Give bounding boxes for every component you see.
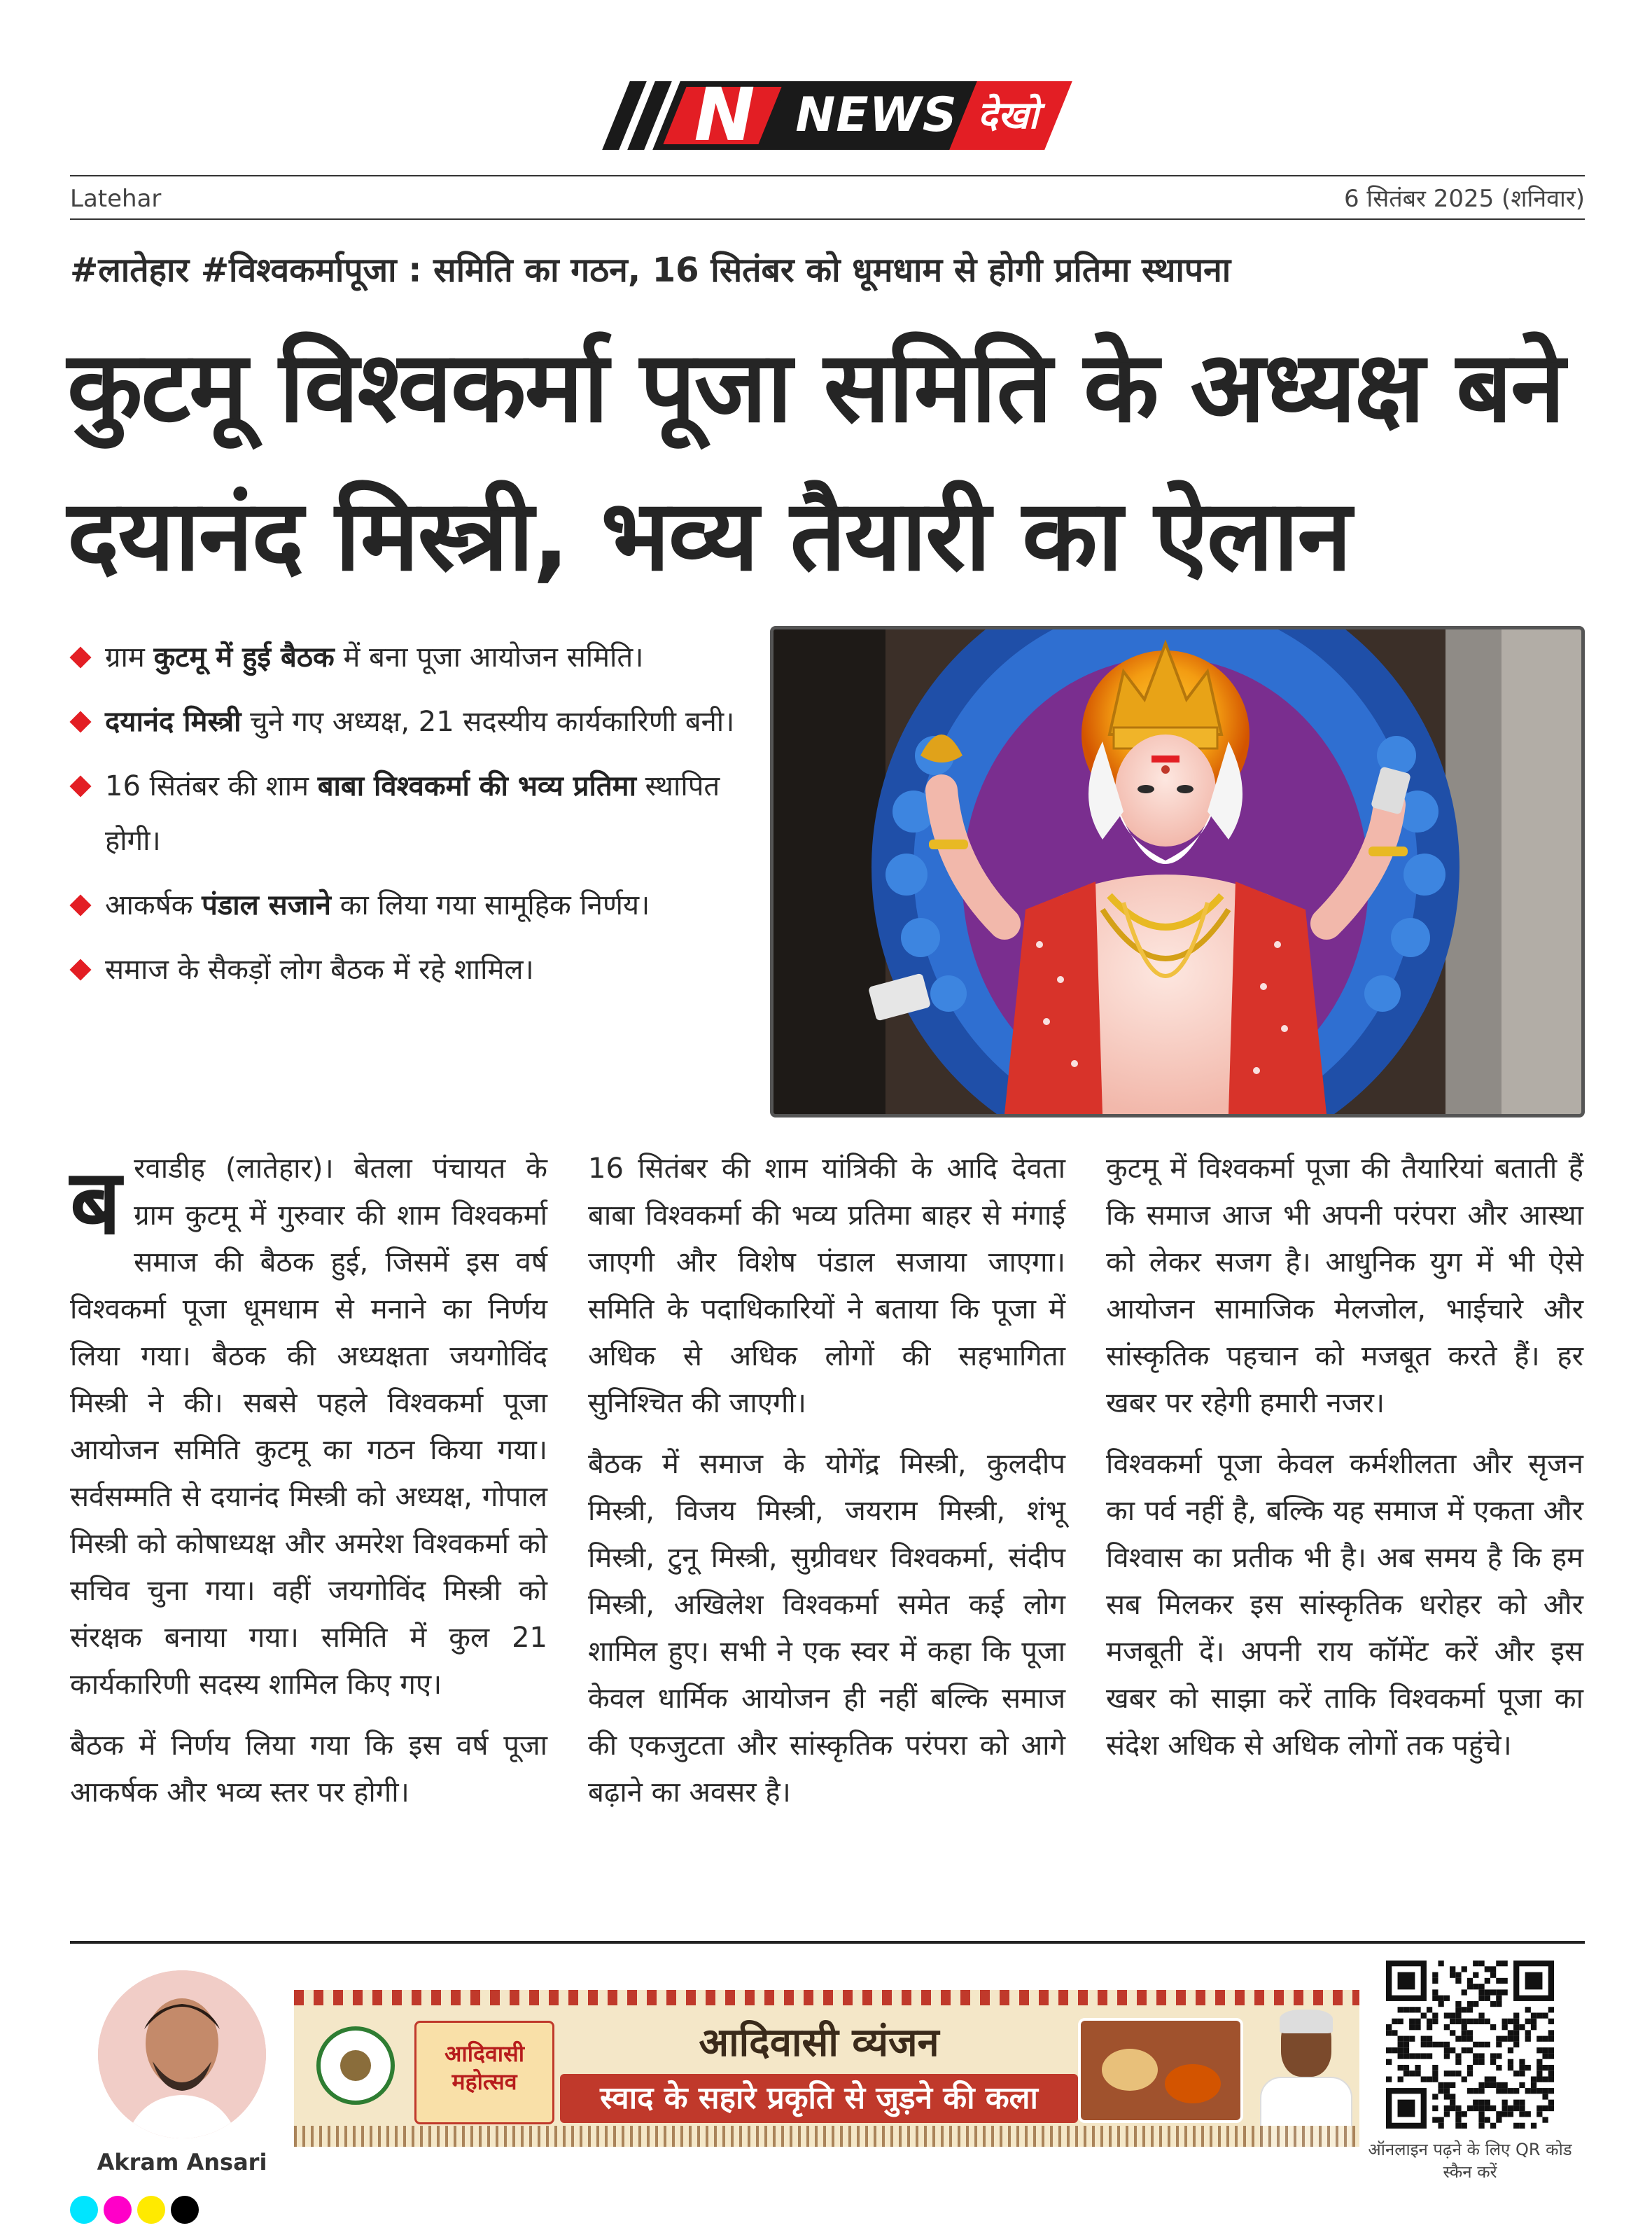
cmyk-dot-cyan-icon — [70, 2196, 98, 2224]
headline-line-2: दयानंद मिस्त्री, भव्य तैयारी का ऐलान — [67, 479, 1351, 593]
hero-image-vishwakarma-idol[interactable] — [770, 626, 1585, 1118]
dateline-location: Latehar — [70, 185, 162, 213]
article-paragraph: विश्वकर्मा पूजा केवल कर्मशीलता और सृजन का पर्व नहीं है, बल्कि यह समाज में एकता और विश्वास का प्रतीक भी है। अब समय है कि हम सब मिलकर इस सांस्कृतिक धरोहर को और मजबूती दें। अपनी राय कॉमेंट करें और इस खबर को साझा करें ताकि विश्वकर्मा पूजा का संदेश अधिक से अधिक लोगों तक पहुंचे। — [1106, 1448, 1583, 1762]
masthead-logo[interactable] — [602, 72, 1050, 158]
cmyk-dot-yellow-icon — [137, 2196, 165, 2224]
red-diamond-bullet-icon — [69, 775, 91, 797]
banner-border-bottom — [294, 2126, 1359, 2147]
highlight-item: दयानंद मिस्त्री चुने गए अध्यक्ष, 21 सदस्यीय कार्यकारिणी बनी। — [70, 695, 763, 749]
idol-illustration — [774, 629, 1581, 1114]
article-paragraph: बैठक में निर्णय लिया गया कि इस वर्ष पूजा आकर्षक और भव्य स्तर पर होगी। — [70, 1729, 547, 1809]
cmyk-dot-black-icon — [171, 2196, 199, 2224]
article-paragraph: 16 सितंबर की शाम यांत्रिकी के आदि देवता बाबा विश्वकर्मा की भव्य प्रतिमा बाहर से मंगाई जाएगी और विशेष पंडाल सजाया जाएगा। समिति के पदाधिकारियों ने बताया कि पूजा में अधिक से अधिक लोगों की सहभागिता सुनिश्चित की जाएगी। — [588, 1153, 1065, 1419]
highlights-list — [70, 630, 763, 1007]
main-headline — [67, 314, 1593, 611]
cmyk-dot-magenta-icon — [104, 2196, 132, 2224]
author-avatar[interactable] — [98, 1970, 266, 2138]
dateline-date: 6 सितंबर 2025 (शनिवार) — [1343, 185, 1585, 213]
logo-dekho-word: देखो — [977, 93, 1039, 137]
headline-line-1: कुटमू विश्वकर्मा पूजा समिति के अध्यक्ष बने — [67, 330, 1564, 445]
highlight-item: आकर्षक पंडाल सजाने का लिया गया सामूहिक निर्णय। — [70, 878, 763, 933]
article-paragraph: बैठक में समाज के योगेंद्र मिस्त्री, कुलदीप मिस्त्री, विजय मिस्त्री, जयराम मिस्त्री, शंभू मिस्त्री, टुनू मिस्त्री, सुग्रीवधर विश्वकर्मा, संदीप मिस्त्री, अखिलेश विश्वकर्मा समेत कई लोग शामिल हुए। सभी ने एक स्वर में कहा कि पूजा केवल धार्मिक आयोजन ही नहीं बल्कि समाज की एकजुटता और सांस्कृतिक परंपरा को आगे बढ़ाने का अवसर है। — [588, 1448, 1065, 1809]
food-photo — [1078, 2018, 1243, 2123]
red-diamond-bullet-icon — [69, 894, 91, 916]
mahotsav-label: आदिवासी महोत्सव — [444, 2040, 524, 2095]
red-diamond-bullet-icon — [69, 959, 91, 980]
mahotsav-badge — [414, 2021, 554, 2124]
article-paragraph: कुटमू में विश्वकर्मा पूजा की तैयारियां बताती हैं कि समाज आज भी अपनी परंपरा और आस्था को लेकर सजग है। आधुनिक युग में भी ऐसे आयोजन सामाजिक मेलजोल, भाईचारे और सांस्कृतिक पहचान को मजबूत करते हैं। हर खबर पर रहेगी हमारी नजर। — [1106, 1153, 1583, 1419]
logo-news-word: NEWS — [795, 88, 958, 143]
footer-rule — [70, 1941, 1585, 1944]
banner-tagline: स्वाद के सहारे प्रकृति से जुड़ने की कला — [560, 2074, 1078, 2123]
kicker-subheadline: #लातेहार #विश्वकर्मापूजा : समिति का गठन, 16 सितंबर को धूमधाम से होगी प्रतिमा स्थापना — [70, 251, 1231, 290]
author-photo — [98, 1970, 266, 2138]
article-column-1 — [70, 1146, 547, 1830]
qr-code-icon[interactable] — [1386, 1961, 1554, 2129]
dropcap-letter: ब — [70, 1150, 122, 1255]
dateline-rule — [70, 175, 1585, 176]
highlight-item: समाज के सैकड़ों लोग बैठक में रहे शामिल। — [70, 942, 763, 997]
highlight-item: ग्राम कुटमू में हुई बैठक में बना पूजा आयोजन समिति। — [70, 630, 763, 685]
highlight-item: 16 सितंबर की शाम बाबा विश्वकर्मा की भव्य प्रतिमा स्थापित होगी। — [70, 759, 763, 868]
red-diamond-bullet-icon — [69, 711, 91, 732]
red-diamond-bullet-icon — [69, 646, 91, 668]
article-paragraph: बरवाडीह (लातेहार)। बेतला पंचायत के ग्राम कुटमू में गुरुवार की शाम विश्वकर्मा समाज की बैठक हुई, जिसमें इस वर्ष विश्वकर्मा पूजा धूमधाम से मनाने का निर्णय लिया गया। बैठक की अध्यक्षता जयगोविंद मिस्त्री ने की। सबसे पहले विश्वकर्मा पूजा आयोजन समिति कुटमू का गठन किया गया। सर्वसम्मति से दयानंद मिस्त्री को अध्यक्ष, गोपाल मिस्त्री को कोषाध्यक्ष और अमरेश विश्वकर्मा को सचिव चुना गया। वहीं जयगोविंद मिस्त्री को संरक्षक बनाया गया। समिति में कुल 21 कार्यकारिणी सदस्य शामिल किए गए। — [70, 1150, 547, 1701]
article-column-2 — [588, 1146, 1065, 1830]
article-column-3 — [1106, 1146, 1583, 1783]
dateline-rule — [70, 218, 1585, 220]
author-name: Akram Ansari — [97, 2149, 267, 2175]
qr-caption: ऑनलाइन पढ़ने के लिए QR कोड स्कैन करें — [1368, 2140, 1572, 2182]
advertisement-banner[interactable] — [294, 1990, 1359, 2147]
government-emblem-icon — [316, 2026, 395, 2105]
banner-title: आदिवासी व्यंजन — [699, 2020, 939, 2066]
banner-border-top — [294, 1990, 1359, 2005]
qr-code-pattern — [1386, 1961, 1554, 2129]
logo-n-letter: N — [694, 72, 755, 158]
